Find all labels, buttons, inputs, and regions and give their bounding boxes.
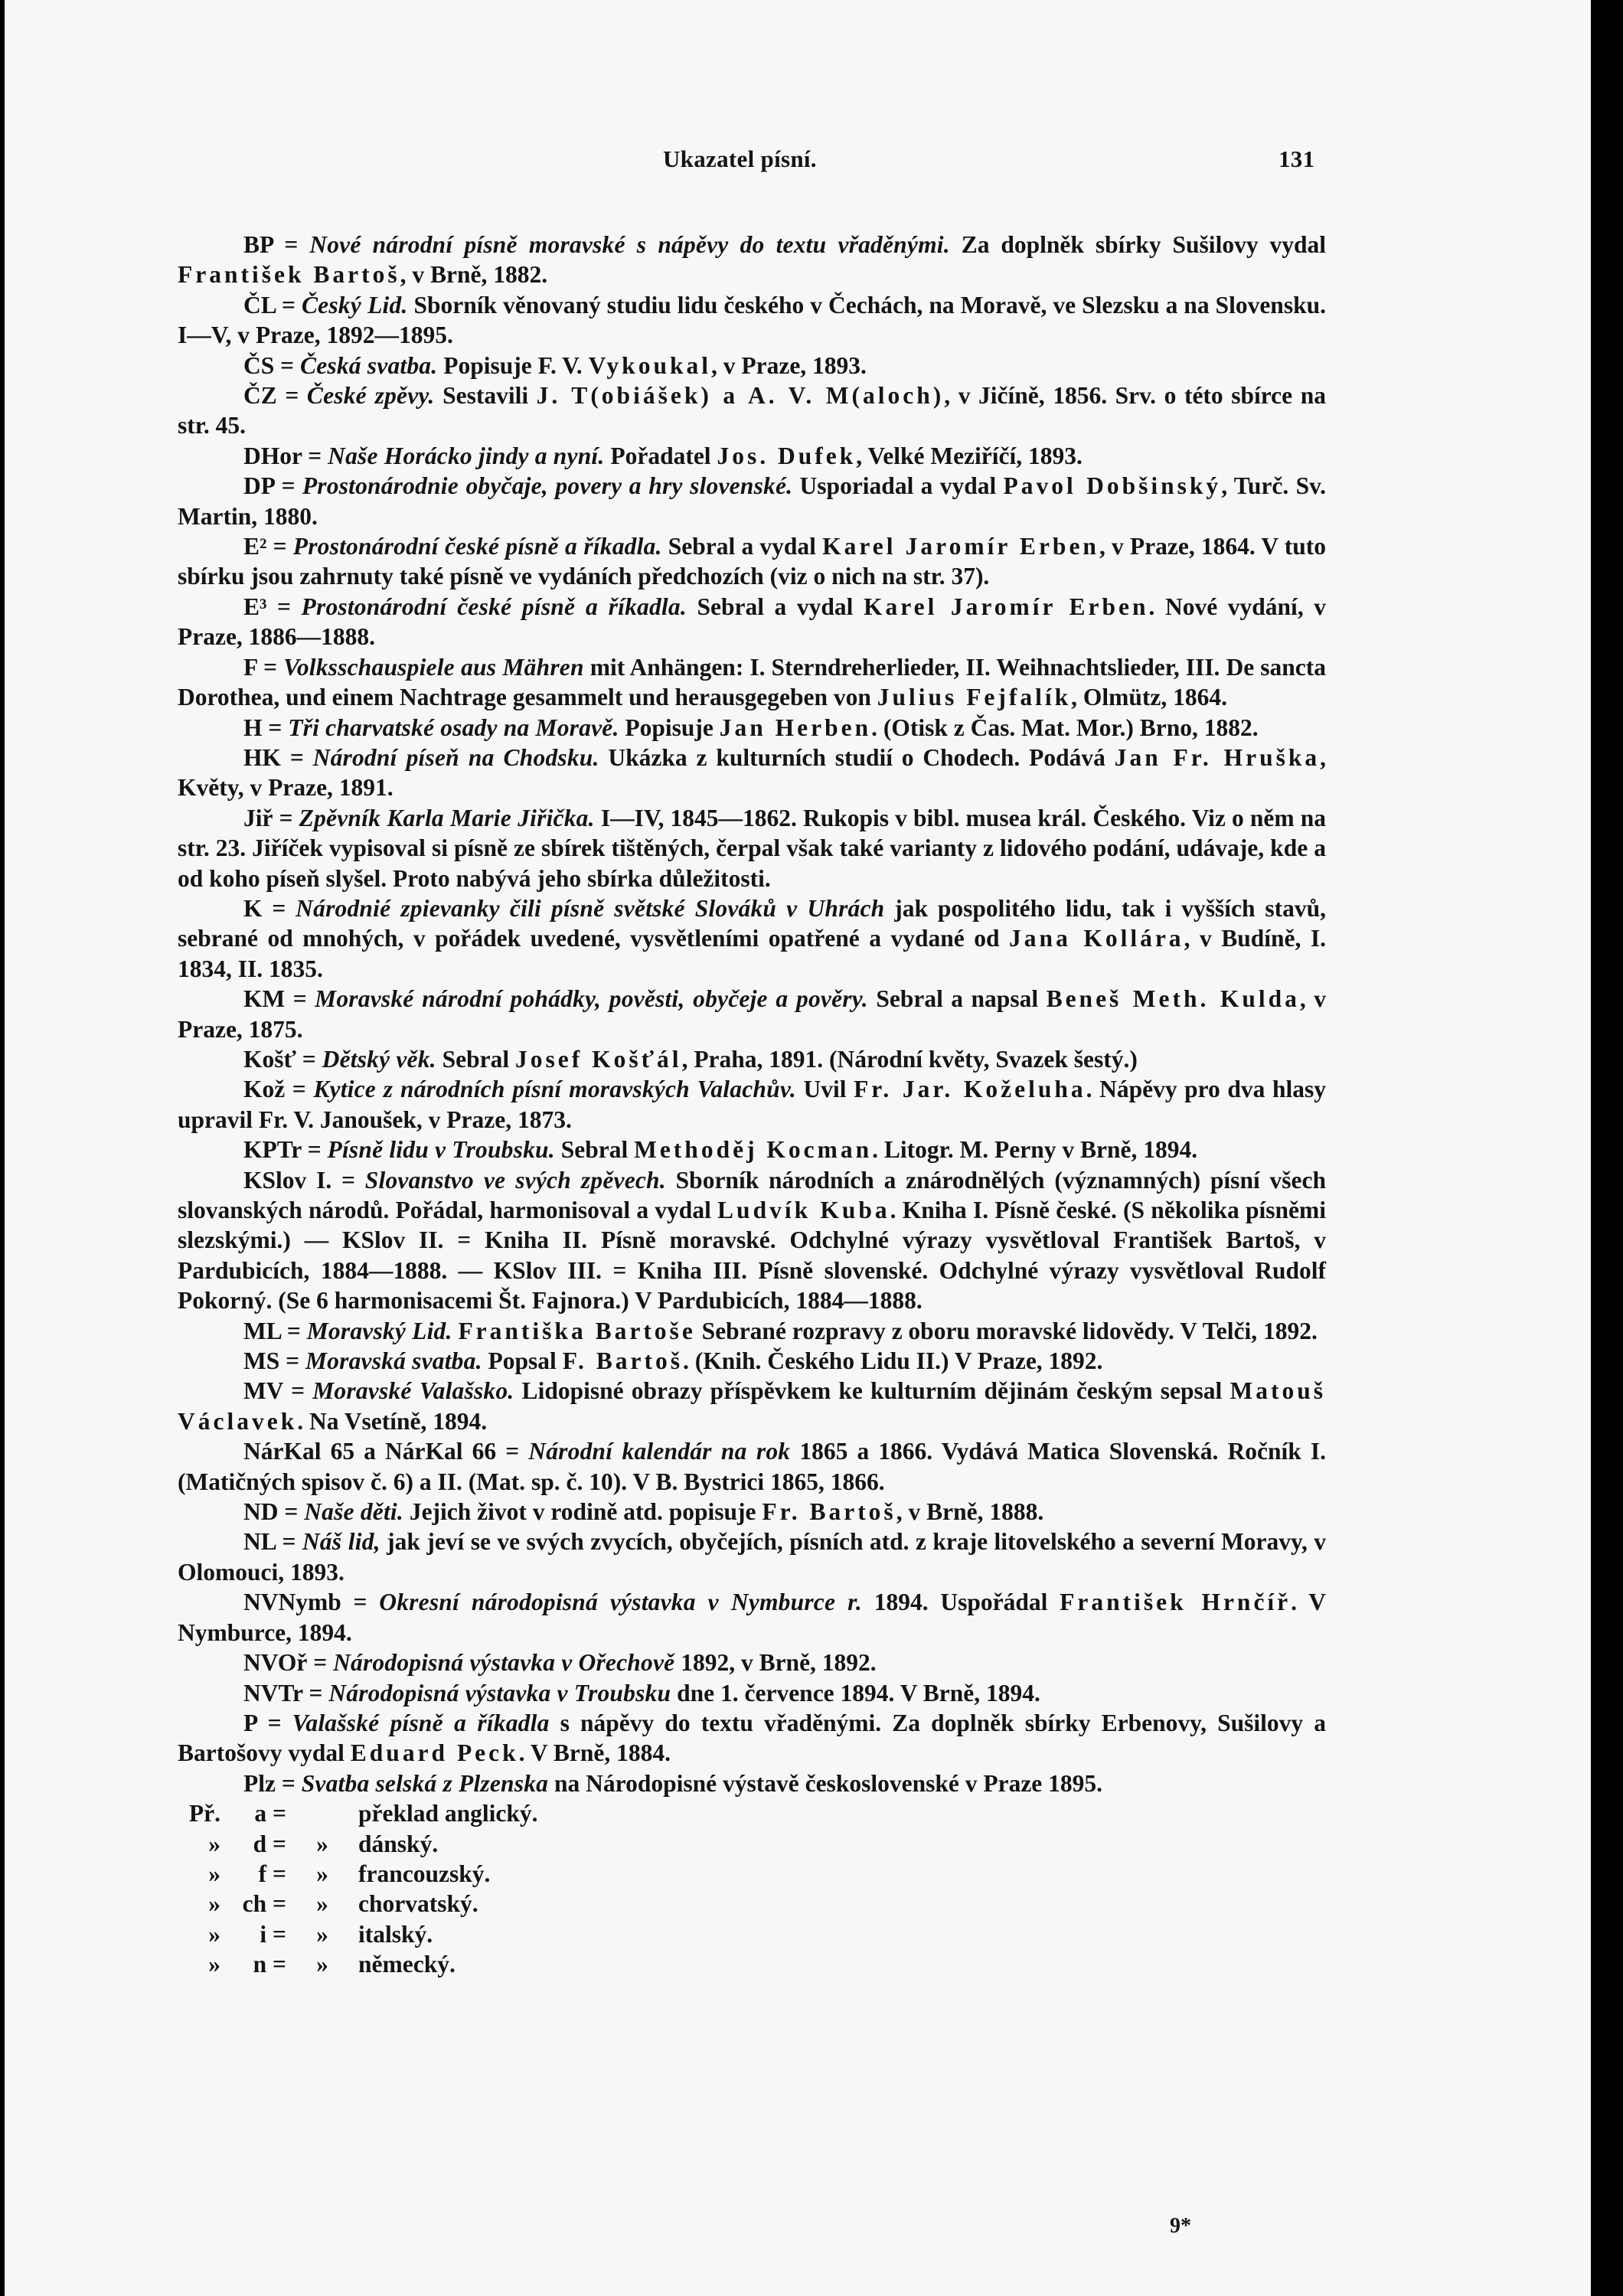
index-entry [178, 1074, 1326, 1135]
entry-text: Sebral a napsal [867, 985, 1047, 1013]
entry-title: Tři charvatské osady na Moravě. [288, 714, 619, 741]
translation-row [178, 1859, 1326, 1889]
index-entry [178, 441, 1326, 471]
equals-sign: = [278, 1498, 305, 1526]
entry-abbreviation: NárKal 65 a NárKal 66 [243, 1438, 497, 1465]
entry-title: Okresní národopisná výstavka v Nymburce r. [379, 1589, 862, 1616]
entry-text-tail: , v Brně, 1882. [400, 261, 548, 289]
entry-text: 1865 a 1866. Vydává Matica Slovenská. Ročník I. (Matičných spisov č. 6) a II. (Mat. sp. č. 10). V B. Bystrici 1865, 1866. [178, 1438, 1327, 1495]
equals-sign: = [262, 894, 296, 922]
translation-lead: Př. [188, 1800, 220, 1827]
index-entry [178, 803, 1326, 893]
translation-abbr-cell [220, 1949, 291, 1979]
entry-abbreviation: KPTr [243, 1136, 302, 1164]
entry-author: Jan Fr. Hruška [1114, 743, 1321, 771]
entry-title: Slovanstvo ve svých zpěvech. [364, 1166, 666, 1194]
entry-text-tail: , Květy, v Praze, 1891. [178, 743, 1326, 802]
entry-text: 1894. Uspořádal [861, 1589, 1060, 1616]
entry-text: 1892, v Brně, 1892. [674, 1649, 877, 1677]
entry-title: Kytice z národních písní moravských Valachův. [313, 1076, 796, 1103]
entry-text-tail: , Velké Meziříčí, 1893. [856, 442, 1083, 469]
translation-text: francouzský. [358, 1860, 491, 1887]
entry-abbreviation: Jiř [243, 804, 273, 831]
entry-text-tail: . Na Vsetíně, 1894. [297, 1407, 488, 1435]
index-entry [178, 1527, 1326, 1587]
entry-title: Česká svatba. [299, 351, 438, 379]
index-entry [178, 1316, 1326, 1346]
index-entry [178, 1678, 1326, 1708]
index-entry [178, 1376, 1326, 1436]
entry-text: mit Anhängen: I. Sterndreherlieder, II. Weihnachtslieder, III. De sancta Dorothea, und einem Nachtrage gesammelt und herausgegeben von [178, 653, 1326, 711]
entry-abbreviation: KM [243, 985, 286, 1013]
running-header-title: Ukazatel písní. [663, 145, 817, 172]
entry-text: jak pospolitého lidu, tak i vyšších stavů, sebrané od mnohých, v pořádek uvedené, vysvětleními opatřené a vydané od [178, 894, 1326, 952]
equals-sign: = [273, 1800, 286, 1827]
entry-text: Sborník národních a znárodnělých (významných) písní všech slovanských národů. Pořádal, harmonisoval a vydal [178, 1166, 1327, 1223]
equals-sign: = [276, 291, 302, 318]
entry-author: J. T(obiášek) a A. V. M(aloch) [536, 382, 945, 410]
entry-text-tail: . Litogr. M. Perny v Brně, 1894. [872, 1136, 1198, 1164]
equals-sign: = [281, 1317, 307, 1344]
equals-sign: = [341, 1589, 380, 1616]
equals-sign: = [256, 1709, 292, 1736]
translation-row [178, 1829, 1326, 1859]
equals-sign: = [307, 1649, 334, 1677]
index-entry [178, 351, 1326, 380]
entry-title: Prostonárodní české písně a říkadla. [301, 593, 687, 620]
entry-text: Jejich život v rodině atd. popisuje [403, 1498, 763, 1526]
entry-author: Matouš Václavek [178, 1377, 1326, 1435]
index-entry [178, 380, 1326, 441]
translation-abbr: ch [242, 1890, 267, 1918]
entry-text: s nápěvy do textu vřaděnými. Za doplněk sbírky Erbenovy, Sušilovy a Bartošovy vydal [178, 1709, 1326, 1767]
entry-text: Sebral a vydal [686, 593, 864, 620]
page-number: 131 [1278, 145, 1315, 172]
entry-title: Národnié zpievanky čili písně světské Slováků v Uhrách [296, 894, 885, 922]
equals-sign: = [276, 382, 307, 410]
entry-abbreviation: DP [243, 472, 275, 500]
index-entry [178, 1769, 1326, 1798]
entry-text: Uvil [795, 1076, 854, 1103]
entry-author: F. Bartoš [562, 1347, 684, 1375]
translation-abbr: n [253, 1951, 267, 1978]
entry-abbreviation: E³ [243, 593, 267, 620]
index-entry [178, 652, 1326, 713]
equals-sign: = [273, 1920, 286, 1948]
entry-abbreviation: E² [243, 533, 267, 560]
entry-text-tail: . Nové vydání, v Praze, 1886—1888. [178, 593, 1327, 651]
index-entry [178, 1346, 1326, 1376]
translation-abbr: i [260, 1920, 267, 1948]
equals-sign: = [302, 1679, 329, 1706]
entry-text-tail: . (Knih. Českého Lidu II.) V Praze, 1892. [683, 1347, 1103, 1375]
translation-lead: » [208, 1890, 220, 1918]
translation-row [178, 1889, 1326, 1919]
entry-text-tail: , v Budíně, I. 1834, II. 1835. [178, 925, 1326, 982]
equals-sign: = [266, 533, 293, 560]
entry-abbreviation: Kož [243, 1076, 286, 1103]
translation-text: dánský. [358, 1830, 439, 1857]
entry-abbreviation: NVNymb [243, 1589, 341, 1616]
entry-author: Eduard Peck [350, 1739, 519, 1767]
entry-text: Sborník věnovaný studiu lidu českého v Čechách, na Moravě, ve Slezsku a na Slovensku. I—V, v Praze, 1892—1895. [178, 291, 1326, 349]
entry-abbreviation: Plz [243, 1769, 276, 1797]
entry-abbreviation: ČZ [243, 382, 277, 410]
translation-text: překlad anglický. [358, 1800, 538, 1827]
translation-text: německý. [358, 1951, 456, 1978]
entry-abbreviation: KSlov I. [243, 1166, 332, 1194]
equals-sign: = [273, 1890, 286, 1918]
index-entry [178, 592, 1326, 652]
entry-text: Sebral [436, 1045, 516, 1073]
entry-text: Sebral a vydal [661, 533, 823, 560]
index-entry [178, 713, 1326, 743]
printer-signature-mark: 9* [1170, 2214, 1191, 2238]
entry-abbreviation: NL [243, 1528, 276, 1556]
translation-abbr-cell [220, 1859, 291, 1889]
translation-abbr-cell [220, 1829, 291, 1859]
equals-sign: = [281, 743, 313, 771]
translation-lead: » [208, 1860, 220, 1887]
entry-author: Fr. Jar. Koželuha [854, 1076, 1086, 1103]
entry-title: Náš lid, [302, 1528, 380, 1556]
entry-author: Karel Jaromír Erben [863, 593, 1149, 620]
equals-sign: = [273, 1951, 286, 1978]
translation-text: italský. [358, 1920, 433, 1948]
equals-sign: = [282, 1377, 313, 1405]
equals-sign: = [257, 653, 284, 681]
equals-sign: = [273, 1830, 286, 1857]
equals-sign: = [296, 1045, 322, 1073]
translation-quote: » [316, 1860, 328, 1887]
entry-title: České zpěvy. [306, 382, 435, 410]
index-entry [178, 230, 1326, 290]
entry-title: Prostonárodní české písně a říkadla. [292, 533, 662, 560]
entry-abbreviation: ČS [243, 351, 275, 379]
entry-title: Český Lid. [301, 291, 408, 318]
equals-sign: = [274, 472, 302, 500]
entry-title: Naše Horácko jindy a nyní. [328, 442, 605, 469]
entry-abbreviation: ČL [243, 291, 276, 318]
entry-title: Nové národní písně moravské s nápěvy do textu vřaděnými. [309, 231, 950, 258]
index-entry [178, 1135, 1326, 1164]
index-entry [178, 893, 1326, 984]
index-entry [178, 1497, 1326, 1527]
entry-title: Valašské písně a říkadla [292, 1709, 550, 1736]
translation-quote: » [316, 1830, 328, 1857]
translation-row [178, 1798, 1326, 1828]
translation-abbr: f [258, 1860, 267, 1887]
equals-sign: = [285, 1076, 314, 1103]
equals-sign: = [273, 1860, 286, 1887]
index-entry [178, 1436, 1326, 1497]
equals-sign: = [266, 593, 302, 620]
entry-text-tail: , Olmütz, 1864. [1071, 684, 1228, 711]
entry-author: Beneš Meth. Kulda [1046, 985, 1300, 1013]
translation-abbr-cell [220, 1919, 291, 1949]
entry-text: Sebral [554, 1136, 635, 1164]
entry-text-tail: , v Brně, 1888. [896, 1498, 1044, 1526]
entry-title: Svatba selská z Plzenska [301, 1769, 549, 1797]
entry-text-tail: . V Brně, 1884. [518, 1739, 671, 1767]
equals-sign: = [285, 985, 315, 1013]
entry-text: Za doplněk sbírky Sušilovy vydal [949, 231, 1326, 258]
entry-author: Františka Bartoše [458, 1317, 696, 1344]
equals-sign: = [262, 714, 289, 741]
entry-abbreviation: P [243, 1709, 257, 1736]
entry-title: Moravské Valašsko. [312, 1377, 514, 1405]
book-page [5, 0, 1591, 2296]
entry-author: Jos. Dufek [717, 442, 857, 469]
song-index-text [178, 230, 1326, 1979]
entry-text: Popsal [482, 1347, 563, 1375]
equals-sign: = [302, 442, 328, 469]
entry-title: Národopisná výstavka v Troubsku [328, 1679, 671, 1706]
translation-quote: » [316, 1951, 328, 1978]
index-entry [178, 290, 1326, 351]
equals-sign: = [279, 1347, 305, 1375]
entry-author: Fr. Bartoš [762, 1498, 896, 1526]
translation-quote: » [316, 1920, 328, 1948]
entry-abbreviation: HK [243, 743, 282, 771]
translation-row [178, 1949, 1326, 1979]
equals-sign: = [331, 1166, 365, 1194]
entry-text-tail: . Nápěvy pro dva hlasy upravil Fr. V. Janoušek, v Praze, 1873. [178, 1076, 1326, 1133]
entry-abbreviation: BP [243, 231, 273, 258]
index-entry [178, 1587, 1326, 1648]
entry-abbreviation: NVOř [243, 1649, 308, 1677]
entry-abbreviation: F [243, 653, 258, 681]
entry-text: Popisuje [619, 714, 720, 741]
translation-abbr-cell [220, 1889, 291, 1919]
entry-text: Lidopisné obrazy příspěvkem ke kulturním dějinám českým sepsal [514, 1377, 1230, 1405]
translation-row [178, 1919, 1326, 1949]
entry-abbreviation: MV [243, 1377, 283, 1405]
index-entry [178, 743, 1326, 803]
entry-abbreviation: MS [243, 1347, 280, 1375]
entry-author: Julius Fejfalík [877, 684, 1072, 711]
entry-title: Národní kalendár na rok [528, 1438, 791, 1465]
entry-text-tail: . Kniha I. Písně české. (S několika písněmi slezskými.) — KSlov II. = Kniha II. Písně moravské. Odchylné výrazy vysvětloval František Bartoš, v Pardubicích, 1884—1888. — KSlov III. = Kniha III. Písně slovenské. Odchylné výrazy vysvětloval Rudolf Pokorný. (Se 6 harmonisacemi Št. Fajnora.) V Pardubicích, 1884—1888. [178, 1197, 1327, 1315]
entry-author: Methoděj Kocman [634, 1136, 873, 1164]
entry-text: Popisuje F. V. [437, 351, 589, 379]
translation-lead: » [208, 1951, 220, 1978]
index-entry [178, 471, 1326, 531]
translation-abbr-cell [220, 1798, 291, 1828]
entry-text-tail: , v Praze, 1893. [710, 351, 867, 379]
entry-text-tail: , Turč. Sv. Martin, 1880. [178, 472, 1326, 530]
translation-lead: » [208, 1830, 220, 1857]
entry-abbreviation: ML [243, 1317, 282, 1344]
entry-text-tail: . (Otisk z Čas. Mat. Mor.) Brno, 1882. [871, 714, 1259, 741]
entry-title: Moravské národní pohádky, pověsti, obyčeje a pověry. [315, 985, 868, 1013]
abbreviation-entries [178, 230, 1326, 1798]
entry-abbreviation: ND [243, 1498, 279, 1526]
entry-abbreviation: K [243, 894, 263, 922]
index-entry [178, 984, 1326, 1044]
translation-abbr: d [253, 1830, 267, 1857]
entry-title: Písně lidu v Troubsku. [327, 1136, 555, 1164]
entry-author: František Bartoš [178, 261, 400, 289]
entry-text-tail: , v Praze, 1864. V tuto sbírku jsou zahrnuty také písně ve vydáních předchozích (viz o nich na str. 37). [178, 533, 1327, 590]
entry-text: I—IV, 1845—1862. Rukopis v bibl. musea král. Českého. Viz o něm na str. 23. Jiříček vypisoval si písně ze sbírek tištěných, čerpal však také varianty z lidového podání, udávaje, kde a od koho píseň slyšel. Proto nabývá jeho sbírka důležitosti. [178, 804, 1326, 892]
entry-text: Ukázka z kulturních studií o Chodech. Podává [599, 743, 1115, 771]
index-entry [178, 531, 1326, 592]
entry-author: Jana Kollára [1009, 925, 1184, 952]
translation-text: chorvatský. [358, 1890, 478, 1918]
equals-sign: = [275, 1769, 302, 1797]
entry-text: dne 1. července 1894. V Brně, 1894. [671, 1679, 1040, 1706]
entry-text-tail: , v Jičíně, 1856. Srv. o této sbírce na str. 45. [178, 382, 1326, 439]
entry-author: Pavol Dobšinský [1003, 472, 1222, 500]
entry-title: Naše děti. [304, 1498, 403, 1526]
translation-abbr: a [254, 1800, 267, 1827]
entry-abbreviation: DHor [243, 442, 302, 469]
entry-author: Vykoukal [588, 351, 711, 379]
equals-sign: = [273, 231, 310, 258]
index-entry [178, 1708, 1326, 1769]
equals-sign: = [301, 1136, 328, 1164]
index-entry [178, 1648, 1326, 1677]
equals-sign: = [496, 1438, 529, 1465]
translation-quote [291, 1798, 354, 1828]
entry-title: Národopisná výstavka v Ořechově [333, 1649, 675, 1677]
entry-author: Ludvík Kuba [717, 1197, 890, 1223]
equals-sign: = [274, 351, 300, 379]
entry-author: Josef Košťál [515, 1045, 682, 1073]
entry-text: Pořadatel [604, 442, 717, 469]
entry-title: Dětský věk. [322, 1045, 436, 1073]
index-entry [178, 1165, 1326, 1316]
entry-text: Sestavili [434, 382, 537, 410]
entry-text: na Národopisné výstavě československé v Praze 1895. [548, 1769, 1103, 1797]
entry-text-tail: Sebrané rozpravy z oboru moravské lidovědy. V Telči, 1892. [695, 1317, 1318, 1344]
entry-author: Jan Herben [719, 714, 872, 741]
equals-sign: = [276, 1528, 302, 1556]
entry-abbreviation: NVTr [243, 1679, 303, 1706]
index-entry [178, 1044, 1326, 1074]
entry-abbreviation: H [243, 714, 263, 741]
entry-text-tail: . V Nymburce, 1894. [178, 1589, 1326, 1646]
entry-title: Moravský Lid. [306, 1317, 452, 1344]
translation-lead: » [208, 1920, 220, 1948]
entry-abbreviation: Košť [243, 1045, 296, 1073]
entry-title: Zpěvník Karla Marie Jiřička. [299, 804, 595, 831]
entry-text: jak jeví se ve svých zvycích, obyčejích, písních atd. z kraje litovelského a severní Moravy, v Olomouci, 1893. [178, 1528, 1327, 1586]
entry-text-tail: , Praha, 1891. (Národní květy, Svazek šestý.) [681, 1045, 1138, 1073]
translation-abbreviation-list [178, 1798, 1326, 1979]
equals-sign: = [273, 804, 299, 831]
entry-author: Karel Jaromír Erben [822, 533, 1099, 560]
entry-title: Moravská svatba. [305, 1347, 482, 1375]
entry-title: Národní píseň na Chodsku. [312, 743, 599, 771]
entry-author: František Hrnčíř [1060, 1589, 1292, 1616]
entry-text-tail: , v Praze, 1875. [178, 985, 1327, 1043]
entry-text: Usporiadal a vydal [792, 472, 1004, 500]
entry-title: Prostonárodnie obyčaje, povery a hry slovenské. [302, 472, 793, 500]
entry-title: Volksschauspiele aus Mähren [283, 653, 584, 681]
translation-quote: » [316, 1890, 328, 1918]
